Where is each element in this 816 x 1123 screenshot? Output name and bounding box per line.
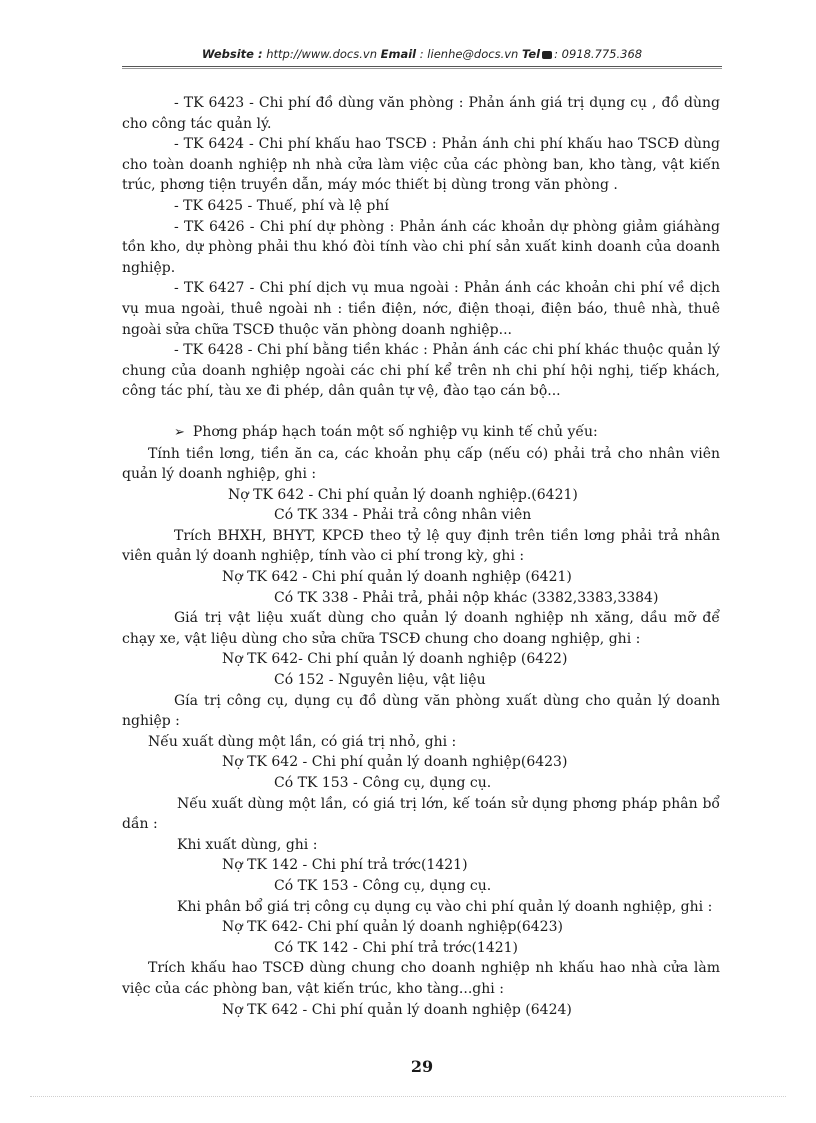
tel-label: Tel bbox=[521, 47, 541, 61]
entry-insurance-desc: Trích BHXH, BHYT, KPCĐ theo tỷ lệ quy định trên tiền lơng phải trả nhân viên quản lý doanh nghiệp, tính vào ci phí trong kỳ, ghi : bbox=[122, 527, 720, 565]
paragraph-tk6424: - TK 6424 - Chi phí khấu hao TSCĐ : Phản ánh chi phí khấu hao TSCĐ dùng cho toàn doanh nghiệp nh nhà cửa làm việc của các phòng ban, kho tàng, vật kiến trúc, phơng tiện truyền dẫn, máy móc thiết bị dùng trong văn phòng . bbox=[122, 136, 720, 194]
entry-material-debit: Nợ TK 642- Chi phí quản lý doanh nghiệp (6422) bbox=[222, 651, 568, 668]
footer-rule bbox=[30, 1096, 786, 1097]
paragraph-tk6428: - TK 6428 - Chi phí bằng tiền khác : Phản ánh các chi phí khác thuộc quản lý chung của doanh nghiệp ngoài các chi phí kể trên nh chi phí hội nghị, tiếp khách, công tác phí, tàu xe đi phép, dân quân tự vệ, đào tạo cán bộ... bbox=[122, 342, 720, 400]
entry-salary-desc: Tính tiền lơng, tiền ăn ca, các khoản phụ cấp (nếu có) phải trả cho nhân viên quản lý doanh nghiệp, ghi : bbox=[122, 445, 720, 483]
entry-tools-small-desc: Nếu xuất dùng một lần, có giá trị nhỏ, ghi : bbox=[148, 733, 457, 750]
entry-salary-debit: Nợ TK 642 - Chi phí quản lý doanh nghiệp.(6421) bbox=[228, 486, 578, 503]
entry-allocation-credit: Có TK 142 - Chi phí trả trớc(1421) bbox=[274, 939, 519, 956]
entry-tools-issue-credit: Có TK 153 - Công cụ, dụng cụ. bbox=[274, 877, 492, 894]
website-value: http://www.docs.vn bbox=[262, 47, 381, 61]
entry-tools-small-debit: Nợ TK 642 - Chi phí quản lý doanh nghiệp(6423) bbox=[222, 754, 568, 771]
entry-material-credit: Có 152 - Nguyên liệu, vật liệu bbox=[274, 672, 486, 689]
paragraph-tk6425: - TK 6425 - Thuế, phí và lệ phí bbox=[174, 197, 389, 214]
paragraph-tk6423: - TK 6423 - Chi phí đồ dùng văn phòng : Phản ánh giá trị dụng cụ , đồ dùng cho công tác quản lý. bbox=[122, 95, 720, 132]
arrow-bullet-icon: ➢ bbox=[174, 424, 185, 440]
entry-allocation-debit: Nợ TK 642- Chi phí quản lý doanh nghiệp(6423) bbox=[222, 919, 563, 936]
paragraph-tk6427: - TK 6427 - Chi phí dịch vụ mua ngoài : Phản ánh các khoản chi phí về dịch vụ mua ngoài, thuê ngoài nh : tiền điện, nớc, điện thoại, điện báo, thuê nhà, thuê ngoài sửa chữa TSCĐ thuộc văn phòng doanh nghiệp... bbox=[122, 280, 720, 338]
page-number: 29 bbox=[410, 1057, 434, 1076]
email-label: Email bbox=[380, 47, 417, 61]
section-heading-text: Phơng pháp hạch toán một số nghiệp vụ kinh tế chủ yếu: bbox=[192, 423, 598, 440]
spacer bbox=[122, 402, 720, 422]
page-header bbox=[122, 47, 722, 61]
entry-tools-issue-debit: Nợ TK 142 - Chi phí trả trớc(1421) bbox=[222, 857, 468, 874]
entry-allocation-desc: Khi phân bổ giá trị công cụ dụng cụ vào chi phí quản lý doanh nghiệp, ghi : bbox=[177, 898, 713, 915]
page-content bbox=[122, 93, 720, 1020]
entry-salary-credit: Có TK 334 - Phải trả công nhân viên bbox=[274, 507, 532, 524]
entry-tools-desc: Gía trị công cụ, dụng cụ đồ dùng văn phòng xuất dùng cho quản lý doanh nghiệp : bbox=[122, 692, 720, 730]
section-heading bbox=[122, 422, 720, 444]
tel-value: : 0918.775.368 bbox=[554, 47, 643, 61]
phone-icon bbox=[542, 51, 552, 59]
entry-depreciation-debit: Nợ TK 642 - Chi phí quản lý doanh nghiệp (6424) bbox=[222, 1001, 572, 1018]
email-value: : lienhe@docs.vn bbox=[416, 47, 522, 61]
entry-tools-issue-desc: Khi xuất dùng, ghi : bbox=[177, 836, 318, 853]
header-rule bbox=[122, 66, 722, 69]
entry-tools-large-desc: Nếu xuất dùng một lần, có giá trị lớn, kế toán sử dụng phơng pháp phân bổ dần : bbox=[122, 795, 720, 833]
entry-insurance-debit: Nợ TK 642 - Chi phí quản lý doanh nghiệp (6421) bbox=[222, 569, 572, 586]
entry-insurance-credit: Có TK 338 - Phải trả, phải nộp khác (3382,3383,3384) bbox=[274, 589, 659, 606]
paragraph-tk6426: - TK 6426 - Chi phí dự phòng : Phản ánh các khoản dự phòng giảm giáhàng tồn kho, dự phòng phải thu khó đòi tính vào chi phí sản xuất kinh doanh của doanh nghiệp. bbox=[122, 218, 720, 276]
entry-material-desc: Giá trị vật liệu xuất dùng cho quản lý doanh nghiệp nh xăng, dầu mỡ để chạy xe, vật liệu dùng cho sửa chữa TSCĐ chung cho doang nghiệp, ghi : bbox=[122, 610, 720, 647]
website-label: Website : bbox=[201, 47, 263, 61]
entry-tools-small-credit: Có TK 153 - Công cụ, dụng cụ. bbox=[274, 775, 492, 791]
entry-depreciation-desc: Trích khấu hao TSCĐ dùng chung cho doanh nghiệp nh khấu hao nhà cửa làm việc của các phòng ban, vật kiến trúc, kho tàng...ghi : bbox=[122, 960, 720, 997]
